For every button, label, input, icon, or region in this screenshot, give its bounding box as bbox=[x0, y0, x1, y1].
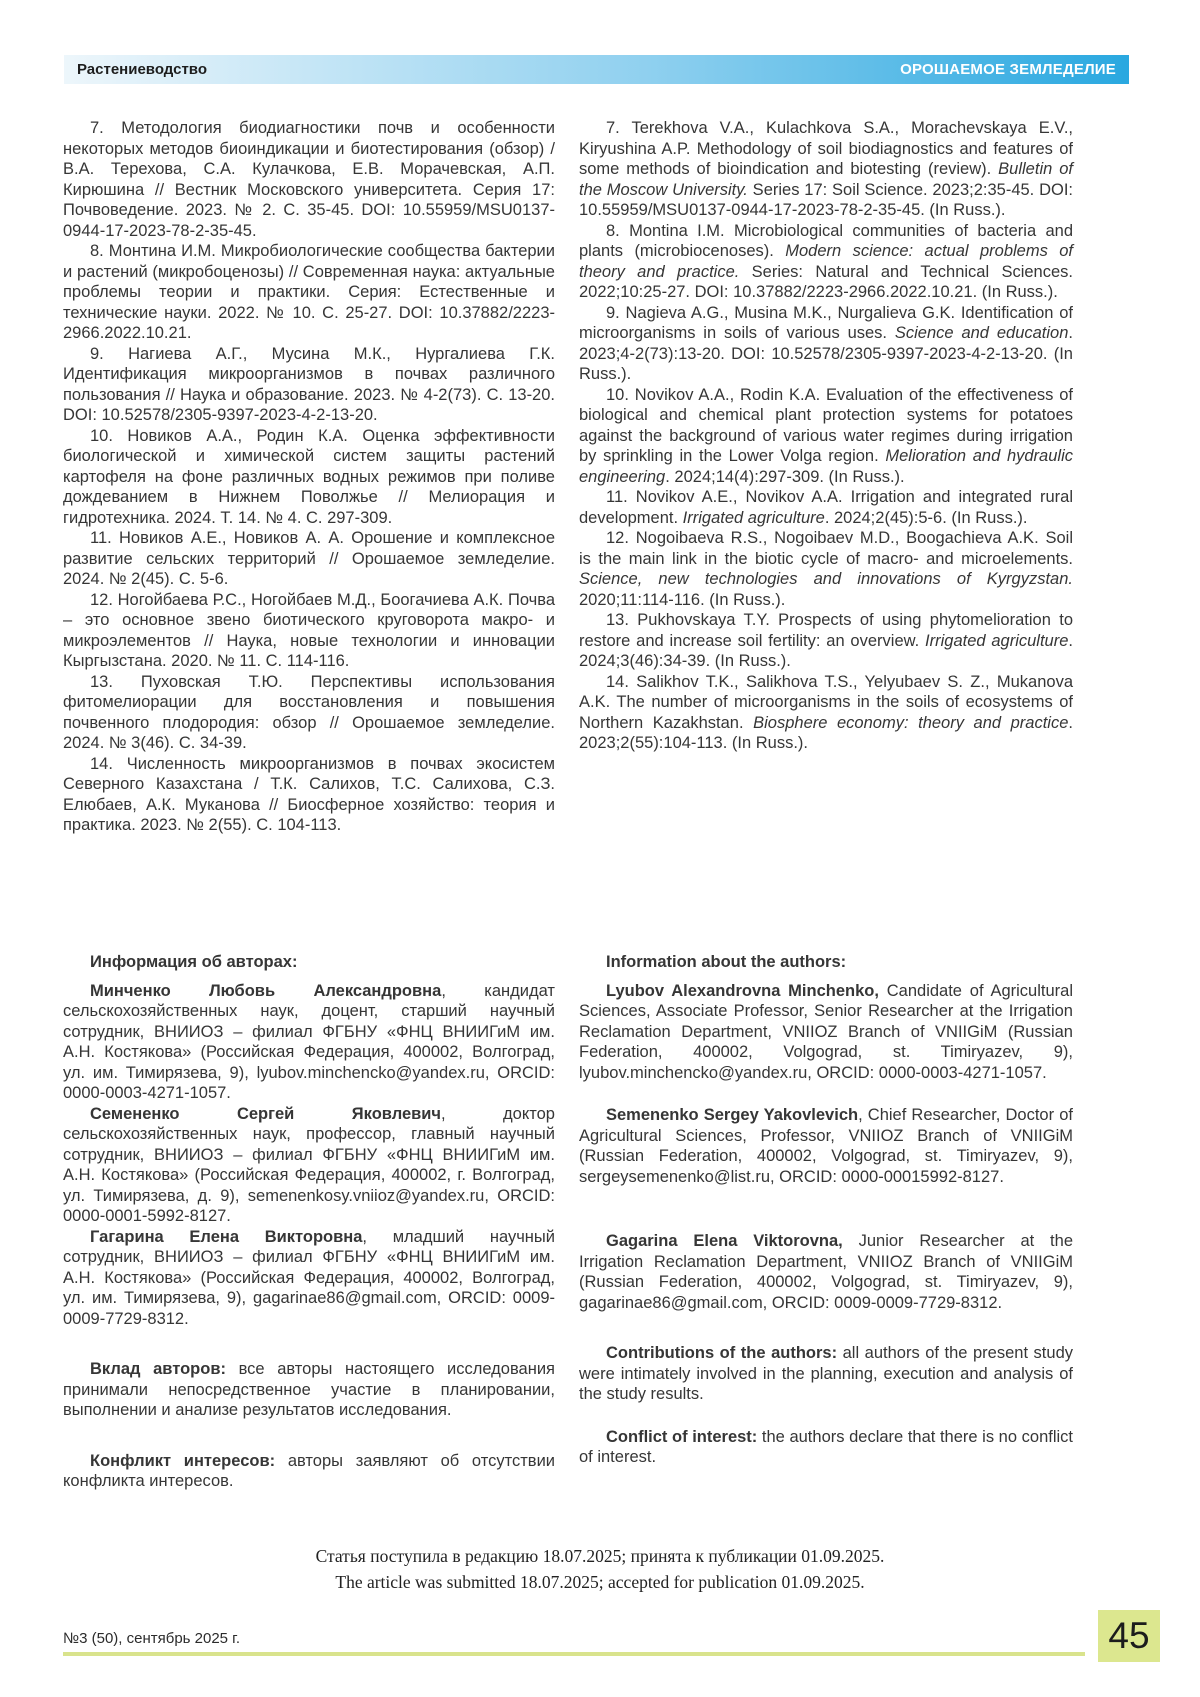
text-segment: Candidate of Agricultural Sciences, Associate Professor, Senior Researcher at the Irrigation Reclamation Department, VNIIOZ Branch of VNIIGiM (Russian Federation, 400002, Volgograd, st. Timiryazev, 9), lyubov.minchencko@yandex.ru, ORCID: 0000-0003-4271-1057. bbox=[579, 981, 1073, 1082]
italic-journal-title: Irrigated agriculture bbox=[682, 508, 825, 527]
reference-item bbox=[579, 303, 1073, 385]
text-segment: , Chief Researcher, Doctor of Agricultural Sciences, Professor, VNIIOZ Branch of VNIIGiM (Russian Federation, 400002, Volgograd, st. Timiryazev, 9), sergeysemenenko@list.ru, ORCID: 0000-00015992-8127. bbox=[579, 1106, 1073, 1186]
authors-heading-en: Information about the authors: bbox=[606, 953, 847, 971]
reference-item bbox=[63, 754, 555, 836]
text-segment: 12. Nogoibaeva R.S., Nogoibaev M.D., Boogachieva A.K. Soil is the main link in the biotic cycle of macro- and microelements. bbox=[579, 529, 1073, 568]
reference-item bbox=[63, 426, 555, 529]
text-segment: авторы заявляют об отсутствии конфликта интересов. bbox=[63, 1451, 555, 1490]
text-segment: 14. Численность микроорганизмов в почвах экосистем Северного Казахстана / Т.К. Салихов, Т.С. Салихова, С.З. Елюбаев, А.К. Муканова // Биосферное хозяйство: теория и практика. 2023. № 2(55). С. 104-113. bbox=[63, 754, 555, 834]
text-segment: . 2023;2(55):104-113. (In Russ.). bbox=[579, 713, 1073, 752]
text-segment: , младший научный сотрудник, ВНИИОЗ – филиал ФГБНУ «ФНЦ ВНИИГиМ им. А.Н. Костякова» (Российская Федерация, 400002, Волгоград, ул. им. Тимирязева, 9), gagarinae86@gmail.com, ORCID: 0009-0009-7729-8312. bbox=[63, 1227, 555, 1328]
reference-item bbox=[579, 385, 1073, 488]
text-segment: 12. Ногойбаева Р.С., Ногойбаев М.Д., Боогачиева А.К. Почва – это основное звено биотического круговорота макро- и микроэлементов // Наука, новые технологии и инновации Кыргызстана. 2020. № 11. С. 114-116. bbox=[63, 590, 555, 670]
bold-text: Gagarina Elena Viktorovna, bbox=[606, 1232, 843, 1250]
footer-rule bbox=[63, 1652, 1085, 1656]
text-segment: 10. Новиков А.А., Родин К.А. Оценка эффективности биологической и химической систем защиты растений картофеля на фоне различных водных режимов при поливе дождеванием в Нижнем Поволжье // Мелиорация и гидротехника. 2024. Т. 14. № 4. С. 297-309. bbox=[63, 426, 555, 527]
bold-text: Lyubov Alexandrovna Minchenko, bbox=[606, 981, 879, 1000]
italic-journal-title: Science, new technologies and innovations of Kyrgyzstan. bbox=[579, 570, 1073, 588]
italic-journal-title: Melioration and hydraulic engineering bbox=[579, 447, 1073, 486]
reference-item bbox=[63, 118, 555, 241]
text-segment: . 2023;4-2(73):13-20. DOI: 10.52578/2305-9397-2023-4-2-13-20. (In Russ.). bbox=[579, 324, 1073, 383]
text-segment: , доктор сельскохозяйственных наук, профессор, главный научный сотрудник, ВНИИОЗ – филиал ФГБНУ «ФНЦ ВНИИГиМ им. А.Н. Костякова» (Российская Федерация, 400002, г. Волгоград, ул. Тимирязева, д. 9), semenenkosy.vniioz@yandex.ru, ORCID: 0000-0001-5992-8127. bbox=[63, 1104, 555, 1225]
text-segment: 9. Nagieva A.G., Musina M.K., Nurgalieva G.K. Identification of microorganisms in soils of various uses. bbox=[579, 303, 1073, 342]
author-paragraph-semenenko-ru bbox=[63, 1104, 555, 1227]
text-segment: 11. Новиков А.Е., Новиков А. А. Орошение и комплексное развитие сельских территорий // Орошаемое земледелие. 2024. № 2(45). С. 5-6. bbox=[63, 529, 555, 588]
conflict-paragraph-en bbox=[579, 1427, 1073, 1468]
reference-item bbox=[63, 344, 555, 426]
text-segment: . 2024;14(4):297-309. (In Russ.). bbox=[665, 467, 905, 486]
text-segment: 11. Novikov A.E., Novikov A.A. Irrigation and integrated rural development. bbox=[579, 488, 1073, 527]
text-segment: 2020;11:114-116. (In Russ.). bbox=[579, 590, 786, 609]
references-column-ru bbox=[63, 118, 555, 836]
header-journal-label: ОРОШАЕМОЕ ЗЕМЛЕДЕЛИЕ bbox=[900, 61, 1116, 78]
authors-column-ru bbox=[63, 952, 555, 1492]
text-segment: 10. Novikov A.A., Rodin K.A. Evaluation of the effectiveness of biological and chemical plant protection systems for potatoes against the background of various water regimes during irrigation by sprinkling in the Lower Volga region. bbox=[579, 385, 1073, 465]
text-segment: , кандидат сельскохозяйственных наук, доцент, старший научный сотрудник, ВНИИОЗ – филиал ФГБНУ «ФНЦ ВНИИГиМ им. А.Н. Костякова» (Российская Федерация, 400002, Волгоград, ул. им. Тимирязева, 9), lyubov.minchencko@yandex.ru, ORCID: 0000-0003-4271-1057. bbox=[63, 981, 555, 1102]
reference-item bbox=[579, 221, 1073, 303]
reference-item bbox=[63, 590, 555, 672]
italic-journal-title: Modern science: actual problems of theory and practice. bbox=[579, 242, 1073, 281]
reference-item bbox=[579, 610, 1073, 672]
text-segment: все авторы настоящего исследования принимали непосредственное участие в планировании, выполнении и анализе результатов исследования. bbox=[63, 1360, 555, 1419]
bold-text: Конфликт интересов: bbox=[90, 1451, 276, 1470]
text-segment: . 2024;2(45):5-6. (In Russ.). bbox=[824, 508, 1028, 527]
text-segment: Series: Natural and Technical Sciences. 2022;10:25-27. DOI: 10.37882/2223-2966.2022.10.21. (In Russ.). bbox=[579, 262, 1073, 301]
text-segment: 14. Salikhov T.K., Salikhova T.S., Yelyubaev S. Z., Mukanova A.K. The number of microorganisms in the soils of ecosystems of Northern Kazakhstan. bbox=[579, 672, 1073, 732]
issue-label: №3 (50), сентябрь 2025 г. bbox=[63, 1630, 240, 1647]
bold-text: Минченко Любовь Александровна bbox=[90, 981, 442, 1000]
submission-line-ru: Статья поступила в редакцию 18.07.2025; принята к публикации 01.09.2025. bbox=[315, 1546, 885, 1566]
reference-item bbox=[579, 487, 1073, 528]
reference-item bbox=[63, 241, 555, 344]
conflict-paragraph-ru bbox=[63, 1451, 555, 1492]
reference-item bbox=[579, 118, 1073, 221]
text-segment: 7. Методология биодиагностики почв и особенности некоторых методов биоиндикации и биотестирования (обзор) / В.А. Терехова, С.А. Кулачкова, Е.В. Морачевская, А.П. Кирюшина // Вестник Московского университета. Серия 17: Почвоведение. 2023. № 2. С. 35-45. DOI: 10.55959/MSU0137-0944-17-2023-78-2-35-45. bbox=[63, 119, 555, 240]
author-paragraph-minchenko-ru bbox=[63, 981, 555, 1104]
text-segment: Junior Researcher at the Irrigation Reclamation Department, VNIIOZ Branch of VNIIGiM (Russian Federation, 400002, Volgograd, st. Timiryazev, 9), gagarinae86@gmail.com, ORCID: 0009-0009-7729-8312. bbox=[579, 1232, 1073, 1312]
page-number-badge: 45 bbox=[1098, 1610, 1160, 1662]
bold-text: Вклад авторов: bbox=[90, 1360, 226, 1378]
author-paragraph-semenenko-en bbox=[579, 1105, 1073, 1187]
bold-text: Contributions of the authors: bbox=[606, 1344, 838, 1362]
contributions-paragraph-ru bbox=[63, 1359, 555, 1421]
submission-line-en: The article was submitted 18.07.2025; accepted for publication 01.09.2025. bbox=[335, 1572, 865, 1592]
reference-item bbox=[579, 528, 1073, 610]
italic-journal-title: Science and education bbox=[894, 324, 1069, 342]
text-segment: . 2024;3(46):34-39. (In Russ.). bbox=[579, 631, 1073, 670]
bold-text: Семененко Сергей Яковлевич bbox=[90, 1104, 441, 1123]
page-header-bar bbox=[64, 55, 1129, 84]
reference-item bbox=[579, 672, 1073, 754]
text-segment: 8. Montina I.M. Microbiological communities of bacteria and plants (microbiocenoses). bbox=[579, 221, 1073, 260]
bold-text: Conflict of interest: bbox=[606, 1427, 758, 1446]
authors-column-en bbox=[579, 952, 1073, 1468]
header-section-label: Растениеводство bbox=[77, 61, 207, 78]
italic-journal-title: Irrigated agriculture bbox=[925, 631, 1069, 650]
bold-text: Гагарина Елена Викторовна bbox=[90, 1227, 363, 1246]
text-segment: 8. Монтина И.М. Микробиологические сообщества бактерии и растений (микробоценозы) // Современная наука: актуальные проблемы теории и практики. Серия: Естественные и технические науки. 2022. № 10. С. 25-27. DOI: 10.37882/2223-2966.2022.10.21. bbox=[63, 242, 555, 342]
author-paragraph-gagarina-ru bbox=[63, 1227, 555, 1330]
reference-item bbox=[63, 672, 555, 754]
text-segment: the authors declare that there is no conflict of interest. bbox=[579, 1427, 1073, 1466]
author-paragraph-gagarina-en bbox=[579, 1231, 1073, 1313]
contributions-paragraph-en bbox=[579, 1343, 1073, 1405]
text-segment: 7. Terekhova V.A., Kulachkova S.A., Morachevskaya E.V., Kiryushina A.P. Methodology of soil biodiagnostics and features of some methods of bioindication and biotesting (review). bbox=[579, 119, 1073, 178]
text-segment: 9. Нагиева А.Г., Мусина М.К., Нургалиева Г.К. Идентификация микроорганизмов в почвах различного пользования // Наука и образование. 2023. № 4-2(73). С. 13-20. DOI: 10.52578/2305-9397-2023-4-2-13-20. bbox=[63, 344, 555, 424]
author-paragraph-minchenko-en bbox=[579, 981, 1073, 1084]
text-segment: Series 17: Soil Science. 2023;2:35-45. DOI: 10.55959/MSU0137-0944-17-2023-78-2-35-45. (In Russ.). bbox=[579, 180, 1073, 219]
reference-item bbox=[63, 528, 555, 590]
bold-text: Semenenko Sergey Yakovlevich bbox=[606, 1106, 859, 1124]
text-segment: 13. Pukhovskaya T.Y. Prospects of using phytomelioration to restore and increase soil fertility: an overview. bbox=[579, 611, 1073, 650]
authors-heading-ru: Информация об авторах: bbox=[90, 953, 298, 971]
italic-journal-title: Biosphere economy: theory and practice bbox=[753, 713, 1069, 732]
references-column-en bbox=[579, 118, 1073, 754]
text-segment: all authors of the present study were intimately involved in the planning, execution and analysis of the study results. bbox=[579, 1344, 1073, 1403]
text-segment: 13. Пуховская Т.Ю. Перспективы использования фитомелиорации для восстановления и повышения почвенного плодородия: обзор // Орошаемое земледелие. 2024. № 3(46). С. 34-39. bbox=[63, 672, 555, 752]
italic-journal-title: Bulletin of the Moscow University. bbox=[579, 160, 1073, 199]
